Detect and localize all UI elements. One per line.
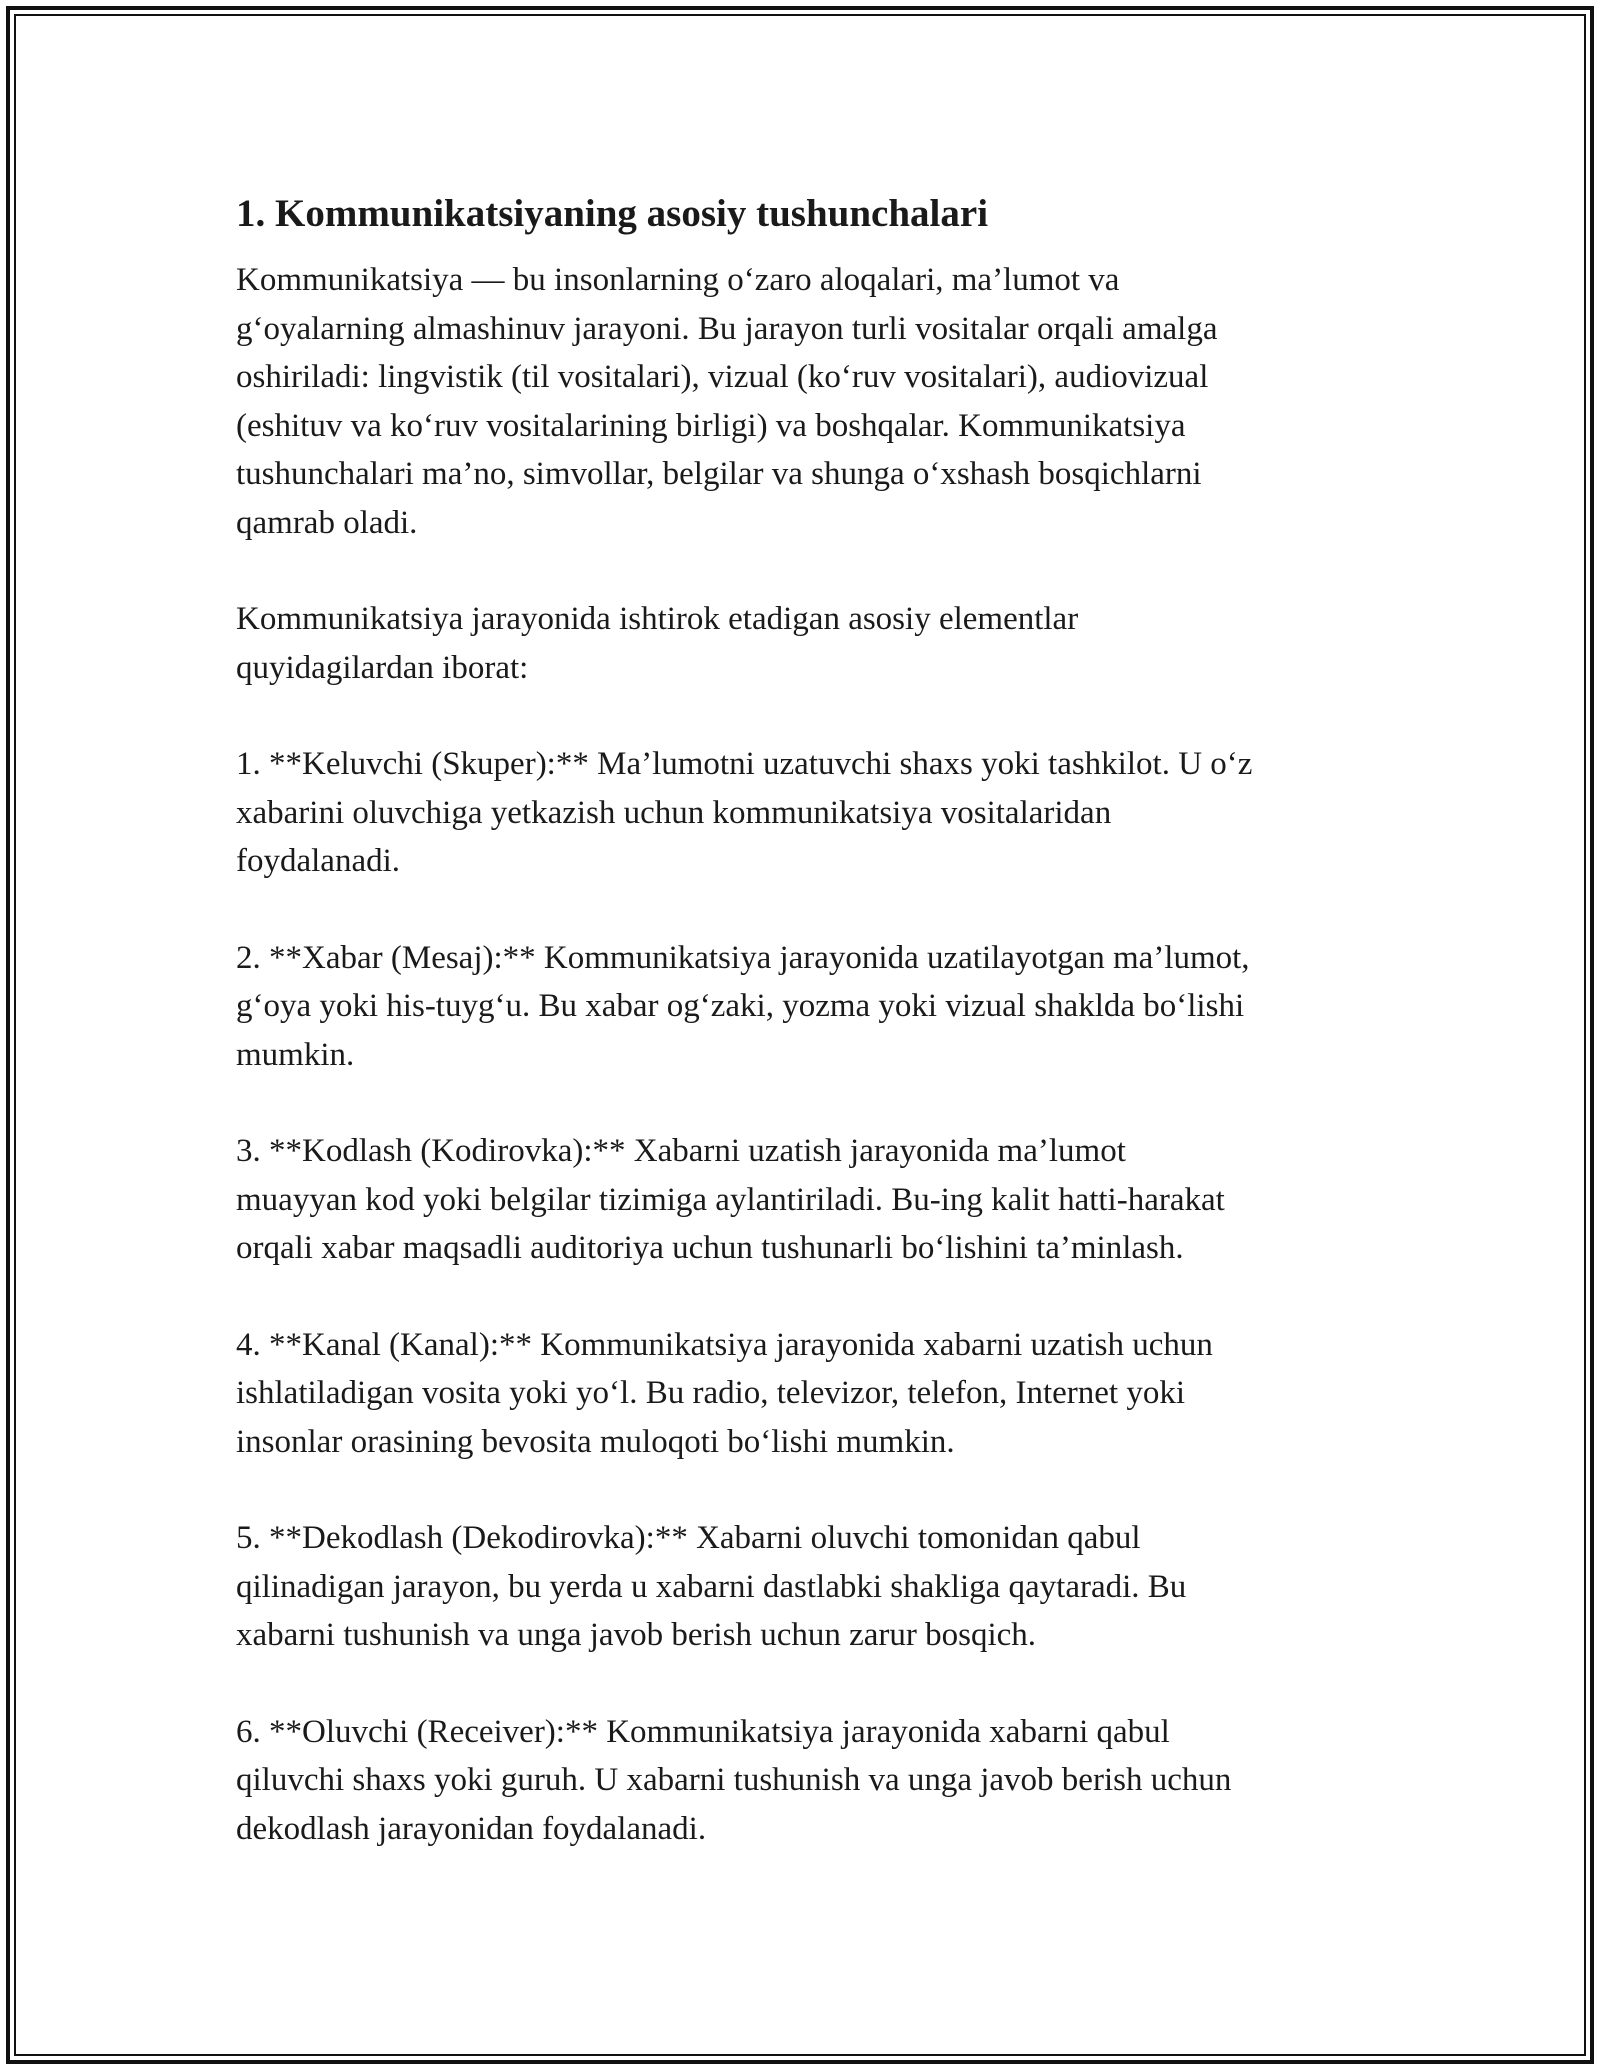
intro-paragraph: Kommunikatsiya — bu insonlarning o‘zaro aloqalari, ma’lumot va g‘oyalarning almashinuv jarayoni. Bu jarayon turli vositalar orqali amalga oshiriladi: lingvistik (til vositalari), vizual (ko‘ruv vositalari), audiovizual (eshituv va ko‘ruv vositalarining birligi) va boshqalar. Kommunikatsiya tushunchalari ma’no, simvollar, belgilar va shunga o‘xshash bosqichlarni qamrab oladi. bbox=[236, 262, 1218, 541]
list-item-encoding: 3. **Kodlash (Kodirovka):** Xabarni uzatish jarayonida ma’lumot muayyan kod yoki belgilar tizimiga aylantiriladi. Bu-ing kalit hatti-harakat orqali xabar maqsadli auditoriya uchun tushunarli bo‘lishini ta’minlash. bbox=[236, 1133, 1225, 1266]
list-item-receiver: 6. **Oluvchi (Receiver):** Kommunikatsiya jarayonida xabarni qabul qiluvchi shaxs yoki guruh. U xabarni tushunish va unga javob berish uchun dekodlash jarayonidan foydalanadi. bbox=[236, 1713, 1232, 1847]
elements-intro-paragraph: Kommunikatsiya jarayonida ishtirok etadigan asosiy elementlar quyidagilardan iborat: bbox=[236, 601, 1079, 686]
list-item-sender: 1. **Keluvchi (Skuper):** Ma’lumotni uzatuvchi shaxs yoki tashkilot. U o‘z xabarini oluvchiga yetkazish uchun kommunikatsiya vositalaridan foydalanadi. bbox=[236, 746, 1253, 879]
document-title: 1. Kommunikatsiyaning asosiy tushunchalari bbox=[236, 192, 989, 235]
list-item-channel: 4. **Kanal (Kanal):** Kommunikatsiya jarayonida xabarni uzatish uchun ishlatiladigan vosita yoki yo‘l. Bu radio, televizor, telefon, Internet yoki insonlar orasining bevosita muloqoti bo‘lishi mumkin. bbox=[236, 1326, 1213, 1460]
list-item-decoding: 5. **Dekodlash (Dekodirovka):** Xabarni oluvchi tomonidan qabul qilinadigan jarayon, bu yerda u xabarni dastlabki shakliga qaytaradi. Bu xabarni tushunish va unga javob berish uchun zarur bosqich. bbox=[236, 1520, 1187, 1653]
document-body bbox=[236, 186, 1386, 1901]
list-item-message: 2. **Xabar (Mesaj):** Kommunikatsiya jarayonida uzatilayotgan ma’lumot, g‘oya yoki his-tuyg‘u. Bu xabar og‘zaki, yozma yoki vizual shaklda bo‘lishi mumkin. bbox=[236, 939, 1250, 1073]
